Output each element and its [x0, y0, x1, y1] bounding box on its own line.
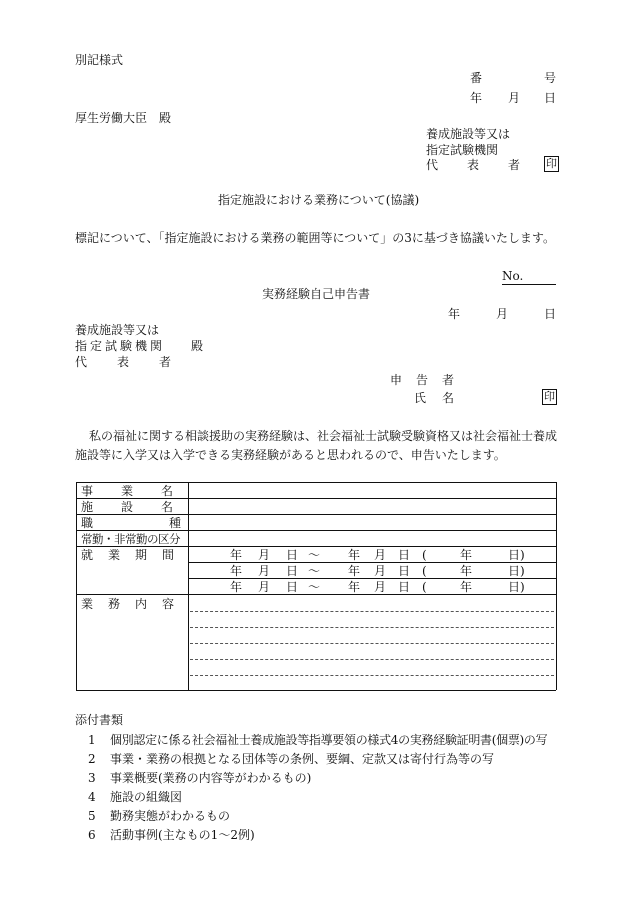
attachment-item [88, 751, 494, 767]
form-title: 実務経験自己申告書 [262, 287, 371, 301]
attachment-number: 5 [88, 809, 96, 823]
date-month-label: 月 [508, 91, 521, 105]
label-text: 職種 [81, 516, 258, 530]
recipient-line-2: 指定試験機関 [75, 339, 166, 353]
period-start-day: 日 [286, 564, 299, 578]
period-end-month: 月 [374, 564, 387, 578]
form-date-month-label: 月 [496, 307, 509, 321]
attachments-title: 添付書類 [75, 713, 124, 727]
row-label-facility-name [81, 499, 202, 515]
row-label-business-name [81, 483, 202, 499]
recipient-line-2-row [75, 338, 215, 354]
sender-line-2: 指定試験機関 [426, 143, 499, 157]
content-dotted-line [190, 643, 554, 644]
period-start-year: 年 [230, 564, 243, 578]
content-dotted-line [190, 627, 554, 628]
row-label-employment-type [81, 531, 182, 547]
period-open-paren: ( [422, 580, 427, 594]
label-text: 業務内容 [81, 597, 190, 611]
form-label: 別記様式 [75, 53, 124, 67]
period-total-year: 年 [460, 580, 473, 594]
applicant-label: 申告者 [390, 373, 469, 387]
attachment-number: 4 [88, 790, 96, 804]
attachment-number: 1 [88, 733, 96, 747]
content-dotted-line [190, 611, 554, 612]
period-end-day: 日 [398, 548, 411, 562]
attachment-text: 勤務実態がわかるもの [110, 809, 231, 823]
attachment-number: 2 [88, 752, 96, 766]
period-open-paren: ( [422, 564, 427, 578]
table-border-right [556, 482, 557, 690]
applicant-name-row [414, 389, 560, 407]
recipient-line-1: 養成施設等又は [75, 323, 160, 337]
applicant-seal-mark: 印 [544, 390, 555, 403]
number-label-go: 号 [544, 71, 557, 85]
attachment-text: 施設の組織図 [110, 790, 183, 804]
period-total-year: 年 [460, 564, 473, 578]
period-open-paren: ( [422, 548, 427, 562]
attachment-item [88, 808, 230, 824]
date-line-form [448, 306, 558, 322]
period-tilde: ～ [308, 580, 321, 594]
date-line-top [470, 90, 560, 106]
number-field [502, 268, 556, 285]
period-end-month: 月 [374, 580, 387, 594]
period-total-day: 日) [508, 564, 525, 578]
attachment-number: 3 [88, 771, 96, 785]
period-total-day: 日) [508, 580, 525, 594]
attachment-text: 活動事例(主なもの1～2例) [110, 828, 255, 842]
row-label-period [81, 547, 190, 563]
row-label-duties [81, 596, 190, 612]
attachment-text: 事業概要(業務の内容等がわかるもの) [110, 771, 312, 785]
attachment-item [88, 732, 547, 748]
period-end-day: 日 [398, 580, 411, 594]
label-text: 就業期間 [81, 548, 190, 562]
table-border-bottom [76, 690, 556, 691]
content-dotted-line [190, 675, 554, 676]
period-start-month: 月 [258, 548, 271, 562]
row-label-occupation [81, 515, 258, 531]
period-end-year: 年 [348, 580, 361, 594]
period-start-month: 月 [258, 564, 271, 578]
period-start-day: 日 [286, 580, 299, 594]
declaration-line-2: 施設等に入学又は入学できる実務経験があると思われるので、申告いたします。 [75, 448, 506, 462]
table-period-divider [188, 562, 556, 563]
period-end-year: 年 [348, 564, 361, 578]
notice-body: 標記について、「指定施設における業務の範囲等について」の3に基づき協議いたします。 [75, 231, 555, 245]
attachment-item [88, 789, 182, 805]
period-tilde: ～ [308, 564, 321, 578]
period-end-month: 月 [374, 548, 387, 562]
attachment-item [88, 827, 255, 843]
addressee: 厚生労働大臣 殿 [75, 111, 172, 125]
form-date-day-label: 日 [544, 307, 557, 321]
content-dotted-line [190, 659, 554, 660]
table-period-divider [188, 578, 556, 579]
date-year-label: 年 [470, 91, 483, 105]
period-start-year: 年 [230, 580, 243, 594]
period-start-day: 日 [286, 548, 299, 562]
sender-representative [426, 156, 560, 174]
attachment-text: 事業・業務の根拠となる団体等の条例、要綱、定款又は寄付行為等の写 [110, 752, 495, 766]
recipient-honorific: 殿 [191, 339, 204, 353]
sender-line-1: 養成施設等又は [426, 127, 511, 141]
form-date-year-label: 年 [448, 307, 461, 321]
recipient-line-3: 代表者 [75, 355, 202, 369]
label-text: 常勤・非常勤の区分 [81, 532, 180, 546]
period-end-year: 年 [348, 548, 361, 562]
notice-title: 指定施設における業務について(協議) [218, 193, 420, 207]
period-start-month: 月 [258, 580, 271, 594]
attachment-text: 個別認定に係る社会福祉士養成施設等指導要領の様式4の実務経験証明書(個票)の写 [110, 733, 548, 747]
applicant-name-label: 氏名 [414, 391, 471, 405]
period-total-year: 年 [460, 548, 473, 562]
period-start-year: 年 [230, 548, 243, 562]
label-text: 施設名 [81, 500, 202, 514]
sender-seal-mark: 印 [546, 157, 557, 170]
attachment-item [88, 770, 311, 786]
declaration-line-1: 私の福祉に関する相談援助の実務経験は、社会福祉士試験受験資格又は社会福祉士養成 [89, 429, 558, 443]
label-text: 事業名 [81, 484, 202, 498]
sender-line-3: 代表者 [426, 158, 550, 172]
date-day-label: 日 [544, 91, 557, 105]
number-label-ban: 番 [470, 71, 483, 85]
number-field-label: No. [502, 269, 524, 283]
period-total-day: 日) [508, 548, 525, 562]
period-tilde: ～ [308, 548, 321, 562]
period-end-day: 日 [398, 564, 411, 578]
number-line [470, 70, 560, 86]
attachment-number: 6 [88, 828, 96, 842]
